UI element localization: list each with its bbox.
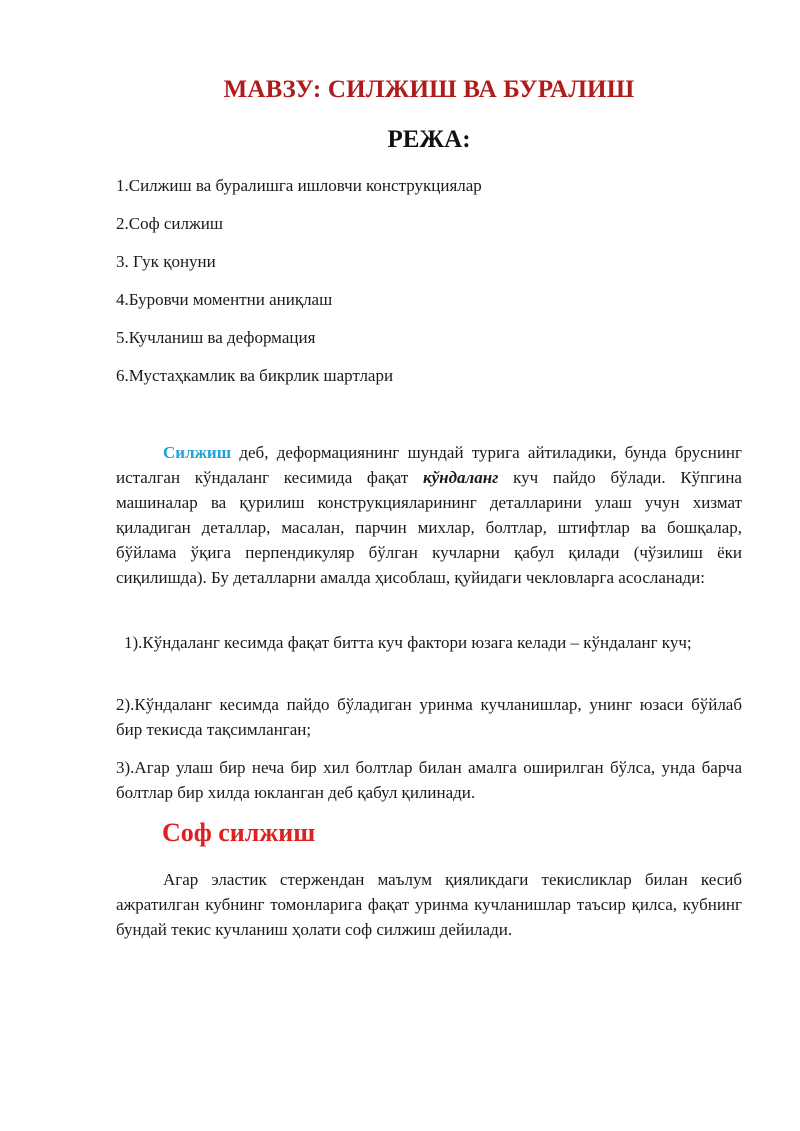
plan-item: 1.Силжиш ва буралишга ишловчи конструкциялар: [116, 176, 482, 195]
plan-item: 3. Гук қонуни: [116, 252, 216, 271]
condition-paragraph: 1).Кўндаланг кесимда фақат битта куч фактори юзага келади – кўндаланг куч;: [124, 633, 692, 652]
intro-paragraph: [116, 440, 742, 590]
page-title: МАВЗУ: СИЛЖИШ ВА БУРАЛИШ: [223, 76, 635, 103]
term-highlight: Силжиш: [163, 443, 232, 462]
plan-list: [116, 174, 482, 402]
emphasis-word: кўндаланг: [422, 468, 499, 487]
plan-item: 4.Буровчи моментни аниқлаш: [116, 290, 333, 309]
section-heading: Соф силжиш: [162, 818, 316, 847]
plan-item: 6.Мустаҳкамлик ва бикрлик шартлари: [116, 366, 394, 385]
plan-item: 5.Кучланиш ва деформация: [116, 328, 316, 347]
condition-paragraph: 2).Кўндаланг кесимда пайдо бўладиган уринма кучланишлар, унинг юзаси бўйлаб бир текисда тақсимланган;: [116, 695, 742, 739]
section-paragraph: Агар эластик стержендан маълум қияликдаги текисликлар билан кесиб ажратилган кубнинг томонларига фақат уринма кучланишлар таъсир қилса, кубнинг бундай текис кучланиш ҳолати соф силжиш дейилади.: [116, 870, 742, 939]
plan-heading: РЕЖА:: [387, 126, 471, 153]
intro-text-a: деб, деформациянинг шундай турига айтиладики, бунда бруснинг исталган кўндаланг кесимида фақат: [116, 443, 742, 487]
intro-text-b: куч пайдо бўлади. Кўпгина машиналар ва қурилиш конструкцияларининг деталларини улаш учун хизмат қиладиган деталлар, масалан, парчин михлар, болтлар, штифтлар ва бошқалар, бўйлама ўқига перпендикуляр бўлган кучларни қабул қилади (чўзилиш ёки сиқилишда). Бу деталларни амалда ҳисоблаш, қуйидаги чекловларга асосланади:: [116, 468, 742, 587]
plan-item: 2.Соф силжиш: [116, 214, 223, 233]
condition-paragraph: 3).Агар улаш бир неча бир хил болтлар билан амалга оширилган бўлса, унда барча болтлар бир хилда юкланган деб қабул қилинади.: [116, 758, 742, 802]
